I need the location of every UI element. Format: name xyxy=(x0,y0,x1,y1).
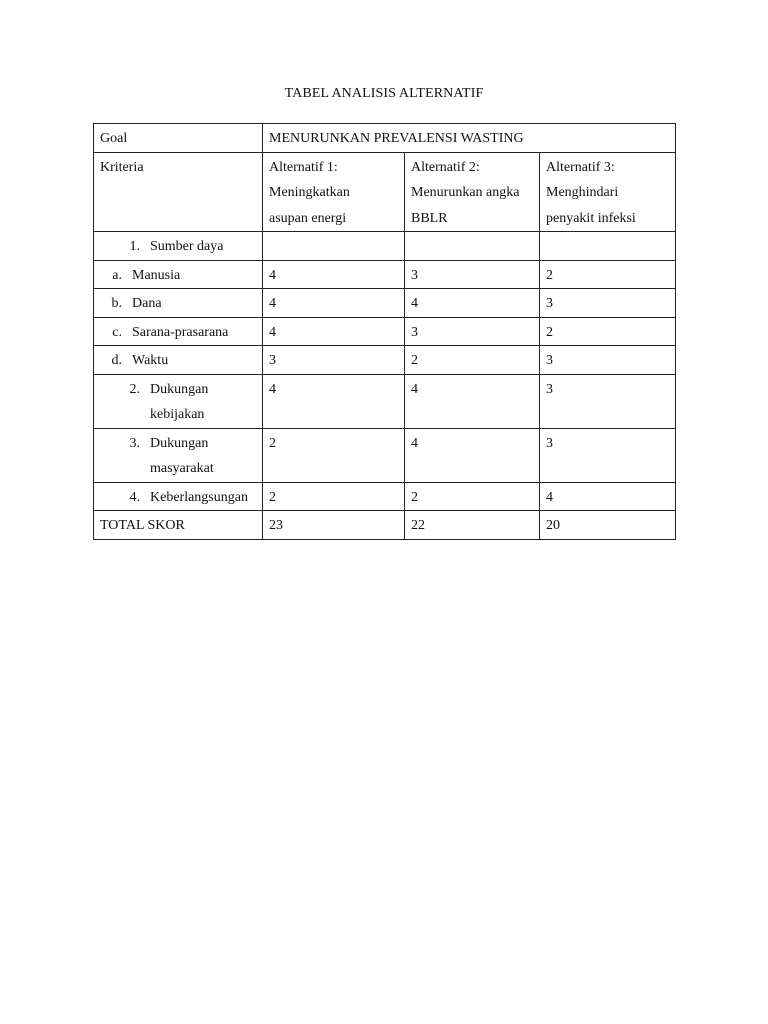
alternative-desc-line: Menghindari xyxy=(546,185,619,200)
total-label-cell: TOTAL SKOR xyxy=(94,511,263,540)
criteria-row-sarana-prasarana xyxy=(94,317,676,346)
criteria-row-waktu xyxy=(94,346,676,375)
criteria-cell xyxy=(94,428,263,482)
criteria-label: Dukungan xyxy=(150,435,209,451)
criteria-label: Sumber daya xyxy=(150,239,224,254)
criteria-label: Dana xyxy=(132,296,162,311)
score-cell: 4 xyxy=(405,289,540,318)
criteria-number: a. xyxy=(112,267,122,283)
score-cell xyxy=(263,232,405,261)
criteria-label: Keberlangsungan xyxy=(150,489,248,505)
criteria-label: Dukungan xyxy=(150,381,209,397)
score-cell: 3 xyxy=(405,260,540,289)
alternative-desc-line: penyakit infeksi xyxy=(546,210,636,226)
criteria-number: c. xyxy=(112,324,122,340)
goal-value-cell: MENURUNKAN PREVALENSI WASTING xyxy=(263,124,676,153)
score-cell: 3 xyxy=(263,346,405,375)
score-cell: 3 xyxy=(540,346,676,375)
score-cell: 2 xyxy=(263,428,405,482)
score-cell: 3 xyxy=(540,289,676,318)
total-score-cell: 22 xyxy=(405,511,540,540)
score-cell: 4 xyxy=(405,374,540,428)
total-score-cell: 20 xyxy=(540,511,676,540)
total-score-cell: 23 xyxy=(263,511,405,540)
score-cell xyxy=(540,232,676,261)
criteria-cell xyxy=(94,260,263,289)
criteria-row-dana xyxy=(94,289,676,318)
criteria-cell xyxy=(94,482,263,511)
page-title: TABEL ANALISIS ALTERNATIF xyxy=(284,86,484,101)
criteria-label: Waktu xyxy=(132,353,169,368)
criteria-row-keberlangsungan xyxy=(94,482,676,511)
alternative-desc-line: Meningkatkan xyxy=(269,185,350,200)
score-cell: 2 xyxy=(405,482,540,511)
score-cell: 4 xyxy=(263,317,405,346)
criteria-number: 3. xyxy=(129,435,140,451)
analysis-table xyxy=(93,123,676,540)
criteria-label-line2: masyarakat xyxy=(150,461,214,476)
score-cell: 4 xyxy=(540,482,676,511)
alternative-3-header xyxy=(540,152,676,232)
kriteria-label-cell: Kriteria xyxy=(94,152,263,232)
alternative-desc-line: Menurunkan angka xyxy=(411,185,520,200)
score-cell: 2 xyxy=(540,317,676,346)
score-cell: 4 xyxy=(263,374,405,428)
kriteria-header-row xyxy=(94,152,676,232)
criteria-cell xyxy=(94,317,263,346)
goal-label-cell: Goal xyxy=(94,124,263,153)
criteria-row-sumber-daya xyxy=(94,232,676,261)
alternative-heading: Alternatif 2: xyxy=(411,159,480,175)
score-cell: 3 xyxy=(540,374,676,428)
criteria-label: Sarana-prasarana xyxy=(132,324,229,340)
score-cell: 2 xyxy=(540,260,676,289)
criteria-number: d. xyxy=(111,353,122,368)
criteria-cell xyxy=(94,232,263,261)
criteria-row-dukungan-masyarakat xyxy=(94,428,676,482)
criteria-label: Manusia xyxy=(132,267,181,283)
alternative-desc-line: asupan energi xyxy=(269,210,347,226)
criteria-cell xyxy=(94,374,263,428)
score-cell xyxy=(405,232,540,261)
alternative-1-header xyxy=(263,152,405,232)
criteria-row-dukungan-kebijakan xyxy=(94,374,676,428)
score-cell: 4 xyxy=(263,260,405,289)
criteria-cell xyxy=(94,346,263,375)
criteria-cell xyxy=(94,289,263,318)
criteria-row-manusia xyxy=(94,260,676,289)
goal-row xyxy=(94,124,676,153)
alternative-desc-line: BBLR xyxy=(411,210,448,226)
criteria-number: 4. xyxy=(129,489,140,505)
alternative-heading: Alternatif 3: xyxy=(546,159,615,175)
score-cell: 3 xyxy=(405,317,540,346)
criteria-number: 2. xyxy=(129,381,140,397)
score-cell: 2 xyxy=(263,482,405,511)
criteria-number: b. xyxy=(111,296,122,311)
score-cell: 4 xyxy=(405,428,540,482)
total-row xyxy=(94,511,676,540)
alternative-heading: Alternatif 1: xyxy=(269,159,338,175)
score-cell: 4 xyxy=(263,289,405,318)
alternative-2-header xyxy=(405,152,540,232)
score-cell: 2 xyxy=(405,346,540,375)
criteria-label-line2: kebijakan xyxy=(150,407,205,422)
criteria-number: 1. xyxy=(129,239,140,254)
score-cell: 3 xyxy=(540,428,676,482)
